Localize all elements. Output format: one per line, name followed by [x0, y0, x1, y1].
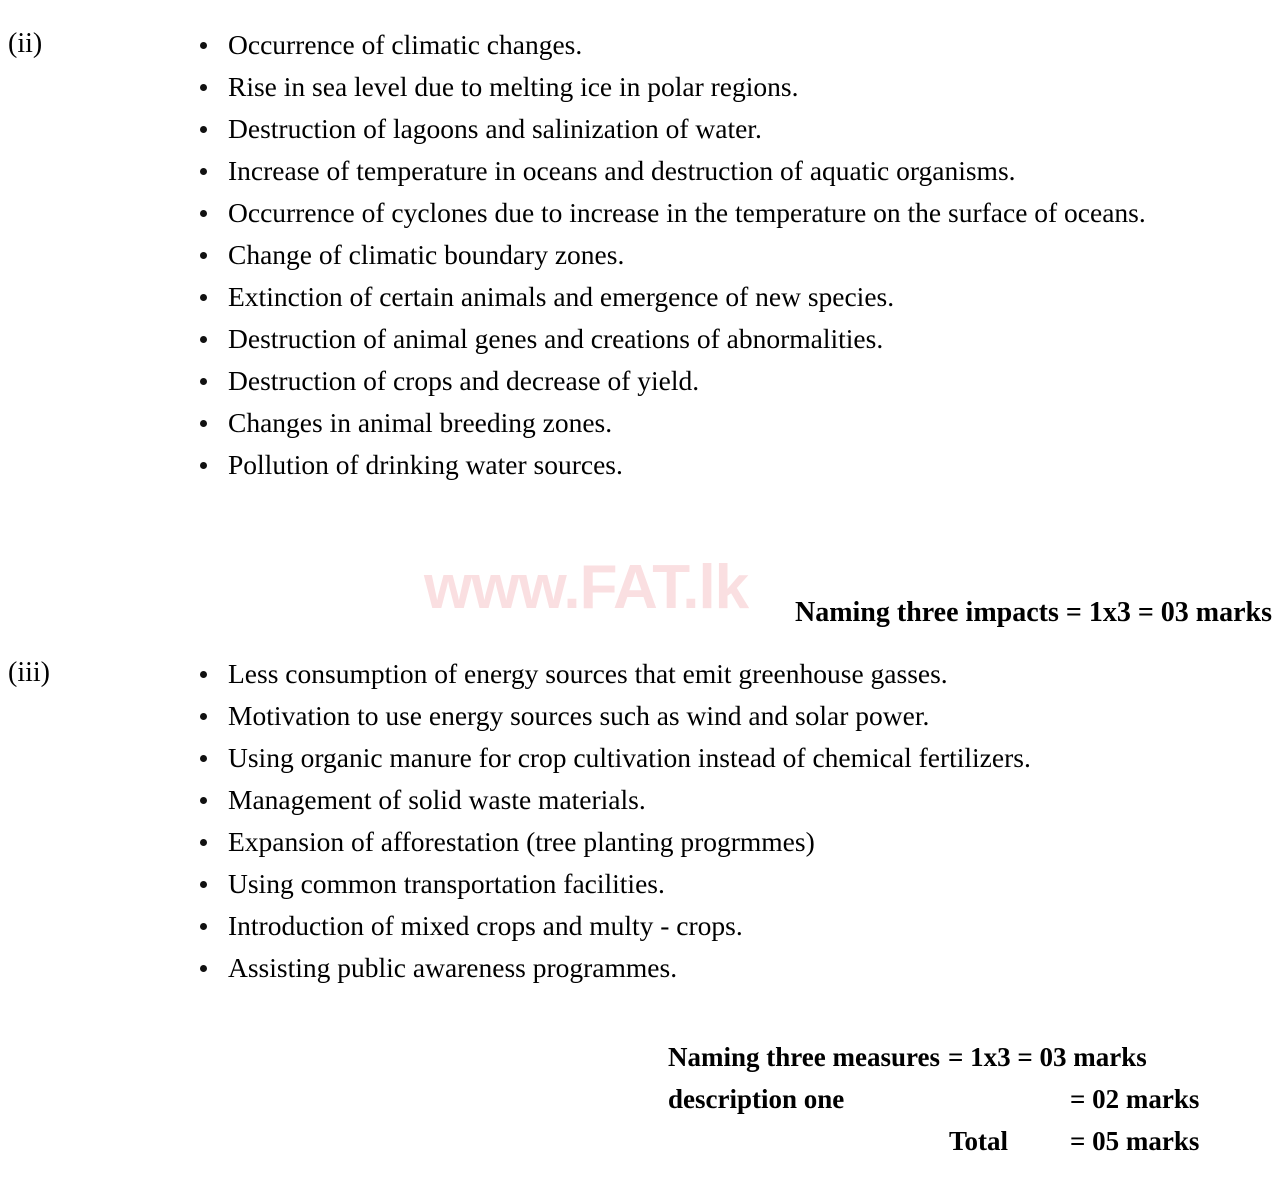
bullet-dot-icon: [200, 420, 207, 427]
list-item: [196, 653, 1274, 695]
list-item-text: Destruction of crops and decrease of yield.: [228, 365, 700, 396]
marks-row-value: = 02 marks: [1070, 1084, 1200, 1114]
bullet-dot-icon: [200, 294, 207, 301]
bullet-list-iii: [196, 653, 1274, 989]
list-item: [196, 444, 1274, 486]
list-item: [196, 863, 1274, 905]
marks-row-value: = 05 marks: [1070, 1126, 1200, 1156]
list-item: [196, 276, 1274, 318]
bullet-dot-icon: [200, 210, 207, 217]
list-item-text: Introduction of mixed crops and multy - crops.: [228, 910, 743, 941]
list-item-text: Less consumption of energy sources that emit greenhouse gasses.: [228, 658, 948, 689]
bullet-dot-icon: [200, 336, 207, 343]
bullet-dot-icon: [200, 965, 207, 972]
list-item: [196, 737, 1274, 779]
list-item-text: Using organic manure for crop cultivation instead of chemical fertilizers.: [228, 742, 1031, 773]
list-item: [196, 66, 1274, 108]
list-item-text: Management of solid waste materials.: [228, 784, 646, 815]
list-item: [196, 24, 1274, 66]
marks-summary-row: [668, 1036, 1230, 1078]
section-label-ii: (ii): [8, 28, 43, 59]
site-watermark: www.FAT.lk: [424, 553, 749, 622]
list-item-text: Extinction of certain animals and emergence of new species.: [228, 281, 895, 312]
list-item: [196, 150, 1274, 192]
list-item-text: Using common transportation facilities.: [228, 868, 665, 899]
bullet-dot-icon: [200, 755, 207, 762]
list-item-text: Occurrence of cyclones due to increase in the temperature on the surface of oceans.: [228, 197, 1146, 228]
list-item: [196, 360, 1274, 402]
list-item-text: Pollution of drinking water sources.: [228, 449, 623, 480]
list-item-text: Destruction of animal genes and creations of abnormalities.: [228, 323, 884, 354]
marks-summary-block: [668, 1036, 1230, 1162]
list-item: [196, 779, 1274, 821]
bullet-dot-icon: [200, 881, 207, 888]
bullet-dot-icon: [200, 252, 207, 259]
list-item-text: Destruction of lagoons and salinization of water.: [228, 113, 762, 144]
bullet-dot-icon: [200, 42, 207, 49]
section-label-iii: (iii): [8, 657, 50, 688]
bullet-dot-icon: [200, 797, 207, 804]
marks-row-label: Total: [948, 1126, 1008, 1156]
list-item: [196, 318, 1274, 360]
list-item-text: Change of climatic boundary zones.: [228, 239, 625, 270]
bullet-list-ii: [196, 24, 1274, 486]
list-item-text: Expansion of afforestation (tree planting progrmmes): [228, 826, 815, 857]
list-item-text: Changes in animal breeding zones.: [228, 407, 613, 438]
marks-summary-row: [668, 1120, 1230, 1162]
bullet-dot-icon: [200, 839, 207, 846]
bullet-dot-icon: [200, 126, 207, 133]
marks-row-label: Naming three measures: [668, 1042, 940, 1072]
list-item: [196, 947, 1274, 989]
bullet-dot-icon: [200, 378, 207, 385]
bullet-dot-icon: [200, 84, 207, 91]
list-item: [196, 905, 1274, 947]
list-item: [196, 821, 1274, 863]
marks-row-label: description one: [668, 1084, 845, 1114]
bullet-dot-icon: [200, 462, 207, 469]
list-item-text: Assisting public awareness programmes.: [228, 952, 678, 983]
list-item: [196, 402, 1274, 444]
list-item: [196, 695, 1274, 737]
list-item: [196, 108, 1274, 150]
bullet-dot-icon: [200, 713, 207, 720]
bullet-dot-icon: [200, 168, 207, 175]
marks-line-impacts: Naming three impacts = 1x3 = 03 marks: [794, 597, 1272, 628]
list-item: [196, 234, 1274, 276]
list-item-text: Rise in sea level due to melting ice in polar regions.: [228, 71, 799, 102]
list-item-text: Motivation to use energy sources such as wind and solar power.: [228, 700, 930, 731]
list-item-text: Increase of temperature in oceans and destruction of aquatic organisms.: [228, 155, 1016, 186]
marks-summary-row: [668, 1078, 1230, 1120]
list-item-text: Occurrence of climatic changes.: [228, 29, 583, 60]
marks-row-value: = 1x3 = 03 marks: [947, 1042, 1147, 1072]
bullet-dot-icon: [200, 923, 207, 930]
list-item: [196, 192, 1228, 234]
bullet-dot-icon: [200, 671, 207, 678]
